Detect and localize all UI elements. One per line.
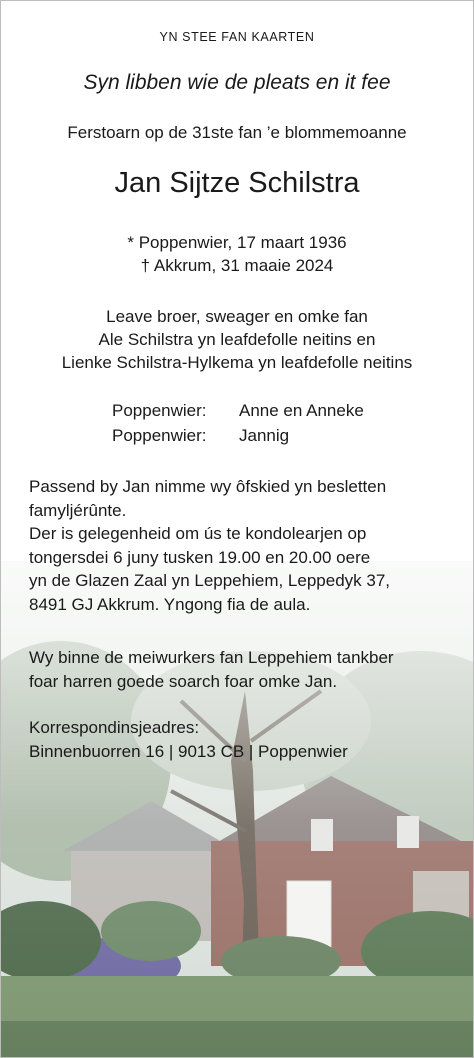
family-lines (1, 305, 473, 374)
relative-names: Jannig (239, 426, 290, 445)
relative-names: Anne en Anneke (239, 401, 364, 420)
paragraph-line: tongersdei 6 juny tusken 19.00 en 20.00 oere (29, 547, 371, 567)
paragraph-line: Wy binne de meiwurkers fan Leppehiem tankber (29, 648, 394, 667)
paragraph-line: foar harren goede soarch foar omke Jan. (29, 671, 338, 691)
family-line: Ale Schilstra yn leafdefolle neitins en (98, 330, 376, 349)
correspondence-block (29, 716, 459, 763)
paragraph-line: yn de Glazen Zaal yn Leppehiem, Leppedyk 37, (29, 571, 391, 590)
paragraph-line: Passend by Jan nimme wy ôfskied yn besletten (29, 477, 387, 496)
paragraph-line: Der is gelegenheid om ús te kondolearjen op (29, 524, 367, 543)
family-line: Leave broer, sweager en omke fan (106, 307, 368, 326)
paragraph-line: 8491 GJ Akkrum. Yngong fia de aula. (29, 594, 311, 614)
header-label: YN STEE FAN KAARTEN (159, 30, 315, 44)
funeral-paragraph (29, 475, 459, 616)
thanks-paragraph (29, 646, 459, 693)
motto: Syn libben wie de pleats en it fee (83, 71, 391, 94)
correspondence-address: Binnenbuorren 16 | 9013 CB | Poppenwier (29, 741, 348, 761)
deceased-name: Jan Sijtze Schilstra (114, 167, 360, 199)
life-dates (1, 231, 473, 277)
relative-place: Poppenwier: (112, 401, 207, 420)
family-line: Lienke Schilstra-Hylkema yn leafdefolle neitins (61, 353, 413, 372)
correspondence-label: Korrespondinsjeadres: (29, 718, 200, 737)
intro-line: Ferstoarn op de 31ste fan ’e blommemoanne (67, 123, 407, 142)
paragraph-line: famyljérûnte. (29, 500, 127, 520)
relative-place: Poppenwier: (112, 426, 207, 445)
birth-line: * Poppenwier, 17 maart 1936 (127, 233, 347, 252)
death-line: † Akkrum, 31 maaie 2024 (140, 256, 334, 275)
